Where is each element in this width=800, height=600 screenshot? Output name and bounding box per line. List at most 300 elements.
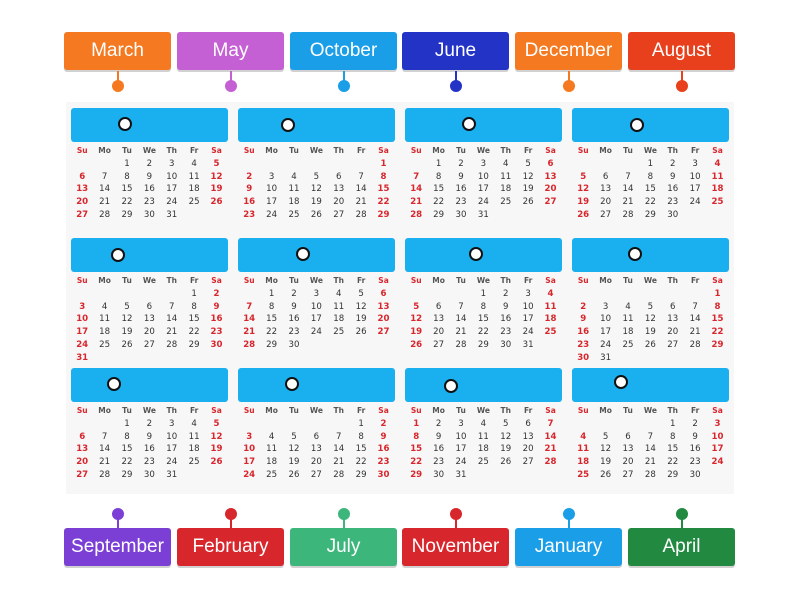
weekday-header: We: [309, 146, 323, 155]
day-cell: 8: [413, 431, 420, 442]
day-cell: 22: [355, 457, 367, 468]
day-cell: 20: [600, 197, 612, 208]
day-cell: 28: [689, 339, 701, 350]
day-cell: 18: [577, 457, 590, 468]
day-cell: 28: [243, 339, 256, 350]
month-name-drop-zone[interactable]: [71, 108, 228, 142]
day-cell: 1: [124, 158, 130, 169]
day-cell: 4: [191, 158, 197, 169]
day-cell: 6: [79, 431, 86, 442]
day-cell: 24: [689, 197, 701, 208]
empty-day: [639, 288, 661, 301]
month-name-drop-zone[interactable]: [71, 238, 228, 272]
day-cell: 14: [243, 314, 256, 325]
day-cell: 21: [99, 457, 111, 468]
day-cell: 19: [522, 184, 534, 195]
calendar-month: [405, 238, 562, 360]
day-cell: 16: [143, 444, 155, 455]
bottom-tag-january[interactable]: January: [515, 528, 622, 566]
day-cell: 2: [670, 158, 676, 169]
day-cell: 4: [480, 418, 487, 429]
week-row: [71, 183, 228, 196]
day-cell: 19: [410, 327, 423, 338]
day-cell: 16: [667, 184, 679, 195]
week-row: [238, 443, 395, 456]
week-row: [405, 183, 562, 196]
day-cell: 11: [266, 444, 278, 455]
weekday-header: Tu: [623, 276, 633, 285]
day-cell: 8: [714, 301, 721, 312]
day-cell: 22: [477, 327, 489, 338]
day-cell: 2: [213, 288, 220, 299]
bottom-tag-pin-line: [455, 519, 457, 531]
day-cell: 10: [711, 431, 724, 442]
bottom-tag-pin-dot: [112, 508, 124, 520]
day-cell: 31: [600, 352, 612, 363]
week-row: [572, 469, 729, 482]
day-cell: 17: [522, 314, 534, 325]
drop-target-hole[interactable]: [281, 118, 295, 132]
day-cell: 28: [166, 339, 178, 350]
top-tag-march[interactable]: March: [64, 32, 171, 70]
day-cell: 7: [169, 301, 175, 312]
day-cell: 9: [670, 171, 676, 182]
day-cell: 25: [500, 197, 512, 208]
day-cell: 3: [602, 301, 609, 312]
day-cell: 11: [188, 431, 200, 442]
month-name-drop-zone[interactable]: [238, 368, 395, 402]
day-cell: 28: [99, 209, 111, 220]
day-cell: 8: [268, 301, 275, 312]
weekday-header: Su: [243, 276, 255, 285]
day-cell: 27: [333, 209, 345, 220]
day-cell: 11: [477, 431, 489, 442]
day-cell: 1: [380, 158, 387, 169]
weekday-header: Mo: [432, 146, 445, 155]
weekday-header: Th: [667, 146, 678, 155]
day-cell: 26: [210, 197, 223, 208]
day-cell: 26: [644, 339, 656, 350]
day-cell: 9: [692, 431, 698, 442]
weekday-header: Su: [76, 406, 88, 415]
day-cell: 24: [477, 197, 489, 208]
weekday-header: Fr: [523, 276, 533, 285]
day-cell: 19: [355, 314, 367, 325]
day-cell: 16: [689, 444, 701, 455]
drop-target-hole[interactable]: [444, 379, 458, 393]
day-cell: 5: [313, 171, 320, 182]
day-cell: 24: [243, 469, 256, 480]
weekday-header: Tu: [623, 406, 633, 415]
day-cell: 11: [711, 171, 724, 182]
month-name-drop-zone[interactable]: [405, 368, 562, 402]
weekday-header: Sa: [712, 406, 723, 415]
week-row: [405, 171, 562, 184]
day-cell: 8: [480, 301, 487, 312]
month-name-drop-zone[interactable]: [238, 238, 395, 272]
weekday-header: Su: [577, 406, 589, 415]
weekday-header: We: [643, 276, 657, 285]
weekday-header: Fr: [690, 406, 700, 415]
week-row: [71, 339, 228, 352]
day-cell: 21: [689, 327, 701, 338]
month-name-drop-zone[interactable]: [572, 108, 729, 142]
week-row: [71, 301, 228, 314]
day-cell: 5: [213, 418, 220, 429]
top-tag-june[interactable]: June: [402, 32, 509, 70]
week-row: [71, 196, 228, 209]
day-cell: 24: [166, 457, 178, 468]
day-cell: 20: [433, 327, 445, 338]
day-cell: 13: [377, 301, 390, 312]
bottom-tag-pin-line: [343, 519, 345, 531]
day-cell: 4: [191, 418, 197, 429]
day-cell: 13: [622, 444, 634, 455]
week-row: [238, 431, 395, 444]
day-cell: 9: [146, 431, 153, 442]
week-row: [572, 326, 729, 339]
weekday-header: Sa: [211, 406, 222, 415]
day-cell: 20: [522, 444, 534, 455]
day-cell: 29: [377, 209, 390, 220]
day-cell: 2: [380, 418, 387, 429]
week-row: [572, 418, 729, 431]
day-cell: 8: [380, 171, 387, 182]
day-cell: 24: [711, 457, 724, 468]
day-cell: 31: [477, 209, 489, 220]
weekday-header: Fr: [523, 406, 533, 415]
calendar-month: [71, 368, 228, 490]
week-row: [405, 431, 562, 444]
day-cell: 29: [121, 209, 133, 220]
day-cell: 20: [622, 457, 634, 468]
day-cell: 20: [143, 327, 155, 338]
bottom-tag-november[interactable]: November: [402, 528, 509, 566]
week-row: [405, 456, 562, 469]
day-cell: 22: [188, 327, 200, 338]
day-cell: 7: [547, 418, 554, 429]
weekday-header: Tu: [623, 146, 633, 155]
week-row: [71, 469, 228, 482]
day-cell: 17: [243, 457, 256, 468]
empty-day: [405, 158, 427, 171]
empty-day: [594, 418, 616, 431]
weekday-header: Mo: [98, 406, 111, 415]
day-cell: 11: [333, 301, 345, 312]
weekday-header-row: [71, 145, 228, 158]
day-cell: 30: [143, 469, 155, 480]
day-cell: 15: [477, 314, 489, 325]
week-row: [572, 183, 729, 196]
day-cell: 21: [622, 197, 634, 208]
day-cell: 5: [358, 288, 364, 299]
day-cell: 27: [667, 339, 679, 350]
day-cell: 6: [625, 431, 631, 442]
day-cell: 12: [210, 431, 223, 442]
weekday-header-row: [71, 275, 228, 288]
bottom-tag-pin-dot: [450, 508, 462, 520]
day-cell: 28: [544, 457, 557, 468]
calendar-month: [238, 238, 395, 360]
day-grid: [71, 405, 228, 482]
empty-day: [116, 288, 138, 301]
day-cell: 19: [210, 184, 223, 195]
weekday-header: Su: [76, 146, 88, 155]
drop-target-hole[interactable]: [462, 117, 476, 131]
day-cell: 15: [266, 314, 278, 325]
month-name-drop-zone[interactable]: [572, 368, 729, 402]
weekday-header: We: [643, 406, 657, 415]
week-row: [238, 456, 395, 469]
day-cell: 23: [500, 327, 512, 338]
month-name-drop-zone[interactable]: [572, 238, 729, 272]
weekday-header: Th: [667, 276, 678, 285]
top-tag-december[interactable]: December: [515, 32, 622, 70]
day-cell: 1: [191, 288, 197, 299]
empty-day: [572, 418, 594, 431]
month-name-drop-zone[interactable]: [405, 238, 562, 272]
day-cell: 4: [101, 301, 108, 312]
day-cell: 11: [622, 314, 634, 325]
day-cell: 21: [644, 457, 656, 468]
bottom-tag-february[interactable]: February: [177, 528, 284, 566]
empty-day: [260, 158, 282, 171]
weekday-header: We: [476, 406, 490, 415]
weekday-header: Sa: [211, 276, 222, 285]
day-cell: 24: [76, 339, 89, 350]
month-name-drop-zone[interactable]: [405, 108, 562, 142]
day-cell: 9: [246, 184, 253, 195]
day-cell: 1: [480, 288, 487, 299]
drop-target-hole[interactable]: [469, 247, 483, 261]
weekday-header-row: [405, 145, 562, 158]
day-cell: 7: [246, 301, 253, 312]
day-cell: 29: [121, 469, 133, 480]
day-cell: 26: [600, 469, 612, 480]
drop-target-hole[interactable]: [296, 247, 310, 261]
empty-day: [639, 418, 661, 431]
empty-day: [328, 418, 350, 431]
week-row: [71, 352, 228, 365]
day-cell: 29: [477, 339, 489, 350]
bottom-tag-pin-line: [568, 519, 570, 531]
day-cell: 9: [146, 171, 153, 182]
week-row: [572, 288, 729, 301]
day-cell: 22: [121, 197, 133, 208]
day-cell: 7: [101, 171, 108, 182]
day-cell: 13: [76, 184, 89, 195]
day-cell: 18: [99, 327, 111, 338]
day-cell: 23: [143, 197, 155, 208]
drop-target-hole[interactable]: [628, 247, 642, 261]
day-cell: 7: [692, 301, 698, 312]
day-cell: 30: [433, 469, 445, 480]
day-cell: 15: [355, 444, 367, 455]
calendar-month: [71, 238, 228, 363]
top-tag-august[interactable]: August: [628, 32, 735, 70]
day-cell: 2: [458, 158, 464, 169]
empty-day: [283, 158, 305, 171]
weekday-header: Th: [166, 406, 177, 415]
week-row: [572, 171, 729, 184]
drop-target-hole[interactable]: [107, 377, 121, 391]
day-cell: 20: [76, 197, 89, 208]
bottom-tag-april[interactable]: April: [628, 528, 735, 566]
weekday-header: Su: [243, 406, 255, 415]
week-row: [238, 313, 395, 326]
day-cell: 10: [600, 314, 612, 325]
day-cell: 22: [377, 197, 390, 208]
drop-target-hole[interactable]: [111, 248, 125, 262]
calendar-month: [572, 238, 729, 363]
day-cell: 14: [355, 184, 367, 195]
week-row: [71, 326, 228, 339]
day-grid: [238, 405, 395, 482]
day-cell: 9: [291, 301, 297, 312]
week-row: [71, 418, 228, 431]
day-cell: 19: [644, 327, 656, 338]
day-cell: 22: [644, 197, 656, 208]
weekday-header: Sa: [712, 276, 723, 285]
empty-day: [71, 158, 93, 171]
drop-target-hole[interactable]: [614, 375, 628, 389]
day-cell: 12: [577, 184, 590, 195]
day-cell: 18: [544, 314, 557, 325]
day-cell: 2: [146, 158, 153, 169]
day-cell: 5: [503, 418, 509, 429]
bottom-tag-september[interactable]: September: [64, 528, 171, 566]
empty-day: [238, 418, 260, 431]
week-row: [572, 339, 729, 352]
empty-day: [594, 288, 616, 301]
day-cell: 17: [166, 184, 178, 195]
day-cell: 11: [288, 184, 300, 195]
day-cell: 2: [435, 418, 442, 429]
empty-day: [93, 158, 115, 171]
drop-target-hole[interactable]: [630, 118, 644, 132]
month-name-drop-zone[interactable]: [238, 108, 395, 142]
week-row: [238, 158, 395, 171]
day-cell: 31: [455, 469, 467, 480]
empty-day: [71, 288, 93, 301]
day-cell: 17: [689, 184, 701, 195]
day-cell: 17: [166, 444, 178, 455]
day-cell: 13: [522, 431, 534, 442]
day-cell: 25: [288, 209, 300, 220]
calendar-month: [572, 368, 729, 490]
weekday-header: Th: [667, 406, 678, 415]
day-cell: 9: [380, 431, 387, 442]
empty-day: [684, 288, 706, 301]
day-cell: 6: [146, 301, 153, 312]
week-row: [238, 196, 395, 209]
day-cell: 8: [191, 301, 197, 312]
day-cell: 10: [522, 301, 534, 312]
day-cell: 30: [689, 469, 701, 480]
weekday-header: We: [476, 276, 490, 285]
weekday-header-row: [405, 405, 562, 418]
weekday-header: Mo: [599, 406, 612, 415]
weekday-header-row: [405, 275, 562, 288]
week-row: [572, 209, 729, 222]
day-cell: 13: [433, 314, 445, 325]
weekday-header: Mo: [265, 406, 278, 415]
top-tag-may[interactable]: May: [177, 32, 284, 70]
day-cell: 15: [188, 314, 200, 325]
weekday-header: Tu: [456, 406, 466, 415]
day-cell: 8: [124, 431, 130, 442]
day-cell: 23: [210, 327, 223, 338]
day-cell: 16: [210, 314, 223, 325]
bottom-tag-july[interactable]: July: [290, 528, 397, 566]
weekday-header: Tu: [289, 276, 299, 285]
day-cell: 23: [689, 457, 701, 468]
calendar-month: [238, 368, 395, 490]
day-cell: 28: [622, 209, 634, 220]
day-cell: 9: [580, 314, 587, 325]
day-cell: 25: [188, 197, 200, 208]
day-cell: 28: [455, 339, 467, 350]
day-cell: 22: [667, 457, 679, 468]
day-cell: 4: [336, 288, 342, 299]
day-cell: 22: [433, 197, 445, 208]
week-row: [71, 158, 228, 171]
day-cell: 3: [525, 288, 531, 299]
weekday-header: We: [309, 406, 323, 415]
day-cell: 12: [522, 171, 534, 182]
day-cell: 21: [99, 197, 111, 208]
weekday-header: Th: [333, 276, 344, 285]
empty-day: [71, 418, 93, 431]
day-cell: 16: [288, 314, 300, 325]
calendar-month: [572, 108, 729, 230]
day-cell: 29: [188, 339, 200, 350]
day-cell: 25: [333, 327, 345, 338]
month-name-drop-zone[interactable]: [71, 368, 228, 402]
day-cell: 3: [246, 431, 253, 442]
day-cell: 8: [647, 171, 654, 182]
day-cell: 20: [310, 457, 322, 468]
day-cell: 26: [355, 327, 367, 338]
day-cell: 1: [647, 158, 654, 169]
day-cell: 11: [500, 171, 512, 182]
day-cell: 23: [243, 209, 256, 220]
day-cell: 6: [435, 301, 442, 312]
week-row: [572, 456, 729, 469]
top-tag-october[interactable]: October: [290, 32, 397, 70]
day-cell: 22: [711, 327, 724, 338]
day-cell: 27: [544, 197, 557, 208]
day-cell: 10: [455, 431, 467, 442]
day-cell: 31: [76, 352, 89, 363]
weekday-header: Mo: [265, 146, 278, 155]
day-cell: 6: [547, 158, 554, 169]
weekday-header: Sa: [545, 146, 556, 155]
weekday-header: Fr: [356, 406, 366, 415]
day-cell: 21: [166, 327, 178, 338]
day-cell: 12: [500, 431, 512, 442]
day-cell: 15: [667, 444, 679, 455]
drop-target-hole[interactable]: [118, 117, 132, 131]
day-grid: [405, 275, 562, 352]
day-cell: 27: [622, 469, 634, 480]
empty-day: [305, 158, 327, 171]
empty-day: [93, 288, 115, 301]
day-cell: 21: [333, 457, 345, 468]
drop-target-hole[interactable]: [285, 377, 299, 391]
day-cell: 30: [210, 339, 223, 350]
day-cell: 15: [644, 184, 656, 195]
